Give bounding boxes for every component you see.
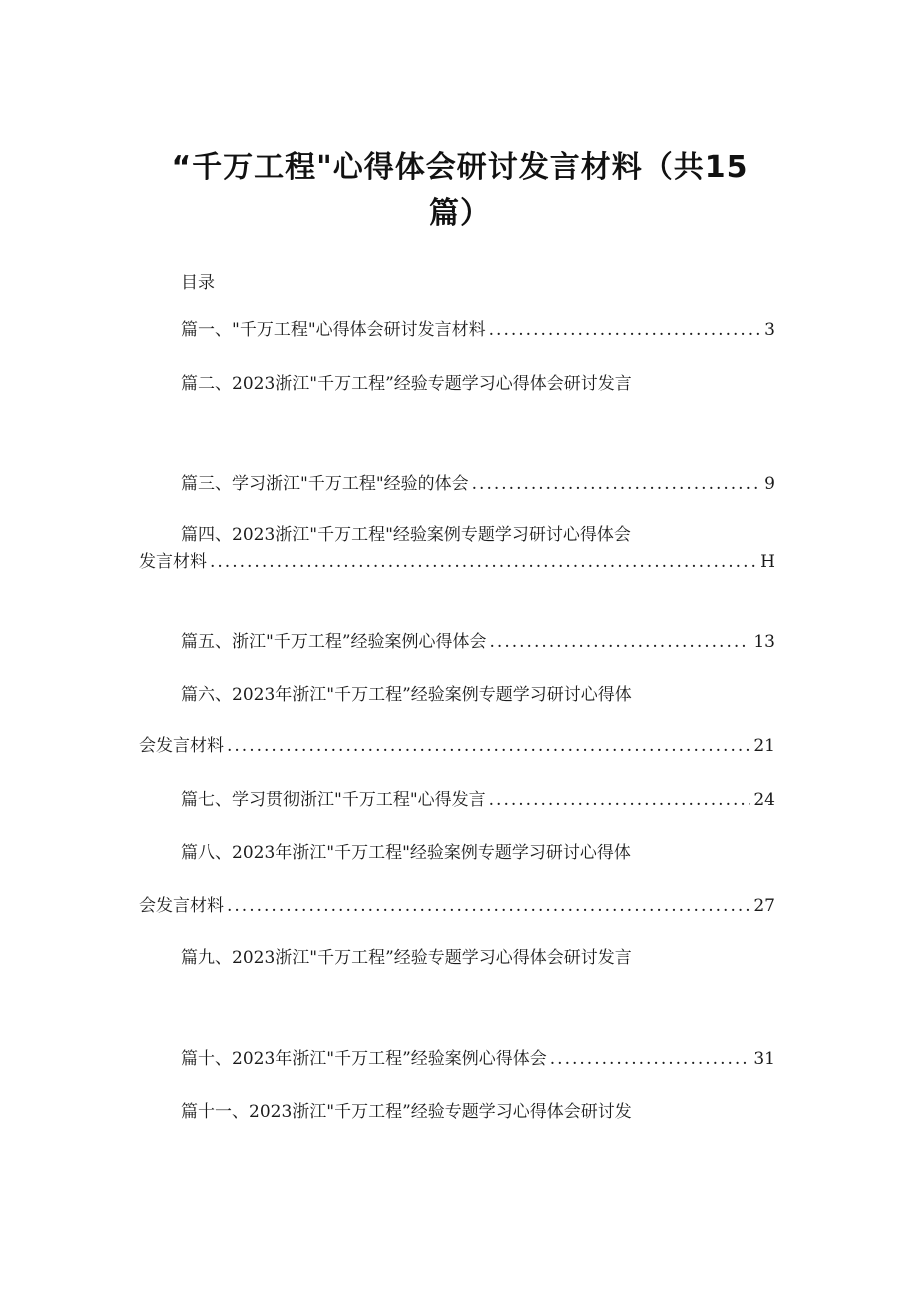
- toc-entry-title: 篇六、2023年浙江"千万工程”经验案例专题学习研讨心得体: [181, 685, 632, 705]
- toc-entry-title: 篇十一、2023浙江"千万工程”经验专题学习心得体会研讨发: [181, 1102, 632, 1122]
- toc-leader: [210, 550, 757, 574]
- toc-entry[interactable]: [181, 372, 632, 396]
- toc-entry-page: H: [760, 552, 775, 572]
- document-title-line2: 篇）: [429, 196, 491, 231]
- toc-entry[interactable]: [181, 788, 775, 812]
- toc-entry[interactable]: [181, 630, 775, 654]
- toc-entry-title: 篇九、2023浙江"千万工程”经验专题学习心得体会研讨发言: [181, 948, 632, 968]
- toc-entry-page: 13: [753, 632, 775, 652]
- toc-entry[interactable]: [181, 523, 631, 547]
- toc-entry-title: 篇四、2023浙江"千万工程"经验案例专题学习研讨心得体会: [181, 525, 631, 545]
- toc-entry-title: 篇十、2023年浙江"千万工程”经验案例心得体会: [181, 1049, 547, 1069]
- toc-entry-page: 3: [764, 320, 775, 340]
- toc-entry[interactable]: [181, 683, 632, 707]
- toc-entry-title: 篇一、"千万工程"心得体会研讨发言材料: [181, 320, 486, 340]
- toc-entry[interactable]: [181, 946, 632, 970]
- toc-leader: [227, 734, 750, 758]
- toc-entry-title: 篇八、2023年浙江"千万工程"经验案例专题学习研讨心得体: [181, 843, 631, 863]
- toc-entry-title: 发言材料: [139, 552, 207, 572]
- toc-leader: [472, 472, 762, 496]
- toc-entry-page: 9: [764, 474, 775, 494]
- toc-entry-page: 31: [753, 1049, 775, 1069]
- toc-entry-continuation[interactable]: [139, 550, 775, 574]
- toc-leader: [489, 788, 751, 812]
- toc-leader: [227, 894, 750, 918]
- toc-heading: 目录: [181, 273, 215, 293]
- toc-entry-continuation[interactable]: [139, 734, 775, 758]
- toc-entry[interactable]: [181, 472, 775, 496]
- toc-entry-title: 会发言材料: [139, 896, 224, 916]
- toc-entry-page: 24: [753, 790, 775, 810]
- toc-entry[interactable]: [181, 1100, 632, 1124]
- toc-entry-title: 篇二、2023浙江"千万工程”经验专题学习心得体会研讨发言: [181, 374, 632, 394]
- toc-entry[interactable]: [181, 841, 631, 865]
- toc-entry-title: 会发言材料: [139, 736, 224, 756]
- toc-entry-title: 篇五、浙江"千万工程”经验案例心得体会: [181, 632, 487, 652]
- toc-entry[interactable]: [181, 1047, 775, 1071]
- toc-leader: [490, 630, 751, 654]
- toc-entry-page: 21: [753, 736, 775, 756]
- toc-entry-title: 篇三、学习浙江"千万工程"经验的体会: [181, 474, 469, 494]
- toc-leader: [550, 1047, 751, 1071]
- document-title-line1: “千万工程"心得体会研讨发言材料（共15: [171, 150, 749, 185]
- toc-entry-page: 27: [753, 896, 775, 916]
- toc-entry-continuation[interactable]: [139, 894, 775, 918]
- toc-entry-title: 篇七、学习贯彻浙江"千万工程"心得发言: [181, 790, 486, 810]
- toc-leader: [489, 318, 762, 342]
- toc-entry[interactable]: [181, 318, 775, 342]
